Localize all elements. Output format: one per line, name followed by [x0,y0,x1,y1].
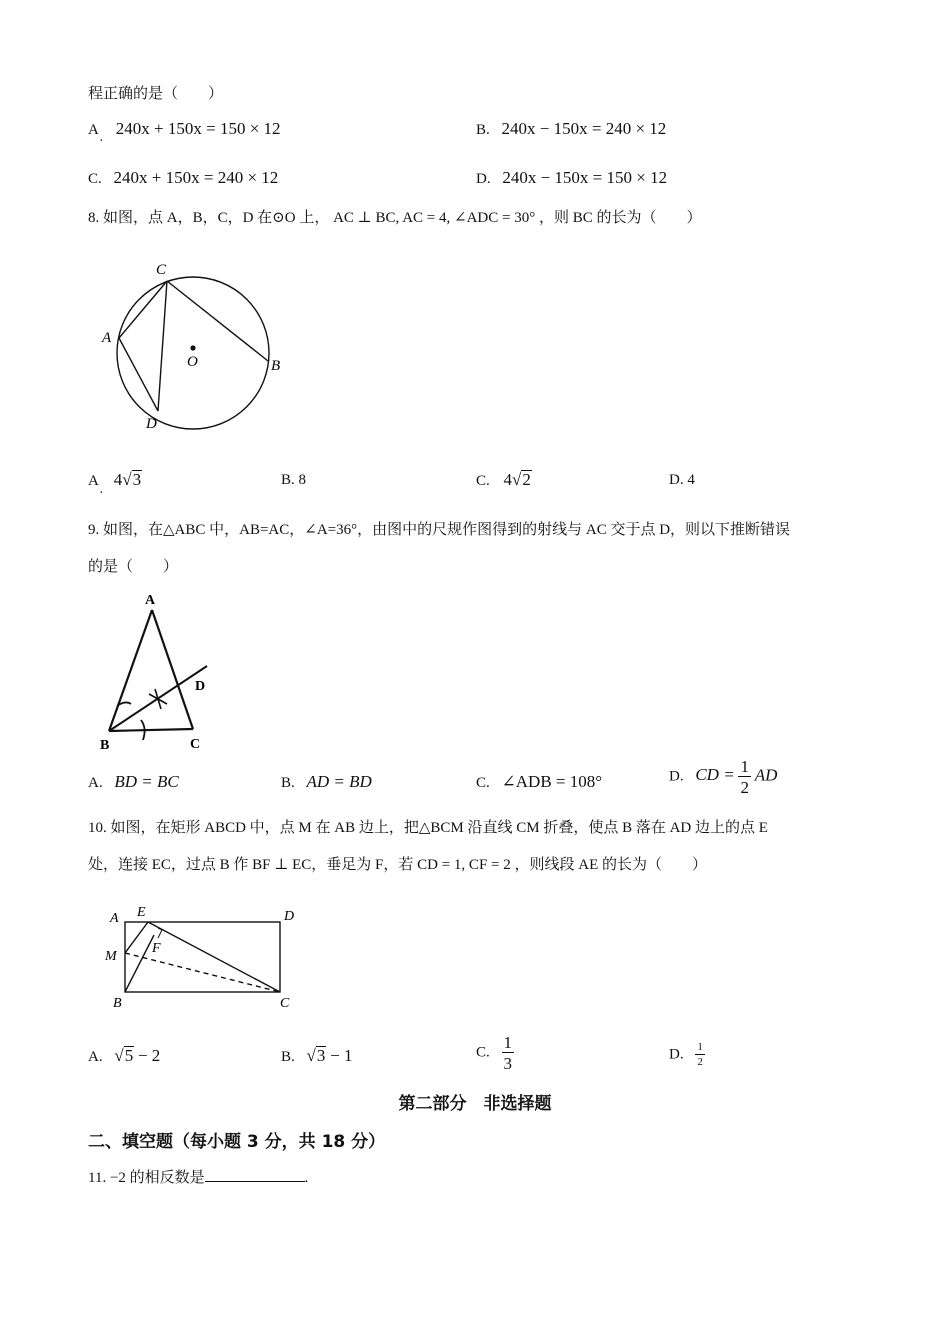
option-expr: BD = BC [114,772,179,791]
q8-option-a [88,470,142,490]
segment-bf [125,935,154,992]
label-d: D [146,416,157,432]
rectangle-abcd [125,922,280,992]
q10-rectangle-figure [100,903,305,1011]
q8-option-b [281,472,306,489]
segment-ad [119,338,158,411]
side-ac [152,610,193,729]
option-letter: D. [476,171,491,187]
label-c: C [280,996,290,1011]
q7-option-c [88,168,278,188]
sqrt-sign: √ [512,470,522,489]
option-coef: 4 [113,470,123,489]
fraction-denominator: 2 [740,778,749,797]
label-a: A [110,911,119,926]
q9-option-b [281,772,372,792]
section-fill-blank-heading: 二、填空题（每小题 3 分，共 18 分） [88,1132,386,1152]
q8-stem: 8. 如图，点 A，B，C，D 在⊙O 上， AC ⊥ BC, AC = 4, ∠ADC = 30° ，则 BC 的长为（ ） [88,210,702,226]
label-e: E [137,905,146,920]
fraction [738,758,751,796]
option-letter: C. [476,473,490,489]
fraction [502,1034,515,1072]
fraction-numerator: 1 [740,757,749,776]
option-rest: − 2 [137,1046,161,1065]
option-letter: D. [669,472,684,488]
option-letter: B. [476,122,490,138]
label-b: B [271,358,281,374]
q11-text: 11. −2 的相反数是 [88,1170,205,1186]
q9-triangle-figure [95,588,220,753]
sqrt-sign: √ [114,1046,124,1065]
option-radicand: 3 [132,470,142,489]
label-b: B [113,996,122,1011]
segment-ec [148,922,280,992]
option-value: 8 [298,472,307,488]
option-lhs: CD = [695,765,735,785]
segment-cd [158,281,167,411]
option-letter: A. [88,775,103,791]
answer-blank[interactable] [205,1167,305,1182]
label-o: O [187,354,198,370]
q7-stem-tail: 程正确的是（ ） [88,86,224,102]
label-b: B [100,738,110,753]
q11-stem [88,1166,308,1187]
option-letter: A [88,122,99,138]
option-expr: ∠ADB = 108° [501,772,603,791]
q10-option-c [476,1034,514,1072]
q8-option-d [669,472,695,489]
option-expr: 240x − 150x = 240 × 12 [501,119,667,138]
q10-stem-line1: 10. 如图，在矩形 ABCD 中，点 M 在 AB 边上，把△BCM 沿直线 CM 折叠，使点 B 落在 AD 边上的点 E [88,820,768,836]
option-rhs: AD [754,765,778,785]
q10-stem-line2: 处，连接 EC，过点 B 作 BF ⊥ EC，垂足为 F，若 CD = 1, CF = 2 ，则线段 AE 的长为（ ） [88,857,707,873]
option-letter: C. [88,171,102,187]
option-radicand: 5 [124,1046,134,1065]
q9-option-a [88,772,179,792]
option-letter: B. [281,472,295,488]
side-ab [109,610,152,731]
fraction [695,1042,705,1068]
sqrt-sign: √ [122,470,132,489]
sqrt-sign: √ [306,1046,316,1065]
option-letter: B. [281,775,295,791]
fraction-numerator: 1 [503,1033,513,1052]
label-d: D [284,909,295,924]
part-two-title: 第二部分 非选择题 [398,1094,552,1114]
q8-option-c [476,470,532,490]
mark-dot: · [99,134,104,149]
q7-option-b [476,119,666,139]
option-expr: 240x + 150x = 150 × 12 [115,119,281,138]
option-expr: 240x + 150x = 240 × 12 [113,168,279,187]
option-coef: 4 [503,470,513,489]
label-c: C [190,737,201,752]
label-m: M [105,949,117,964]
q9-option-c [476,772,602,792]
option-letter: D. [669,768,684,785]
option-letter: C. [476,775,490,791]
option-rest: − 1 [330,1046,353,1065]
right-angle-mark [158,928,162,938]
q9-stem-line1: 9. 如图，在△ABC 中，AB=AC，∠A=36°，由图中的尺规作图得到的射线与 AC 交于点 D，则以下推断错误 [88,522,791,538]
fraction-denominator: 2 [697,1056,703,1068]
label-d: D [195,679,206,694]
mark-dot: · [99,486,104,501]
fraction-numerator: 1 [697,1041,703,1053]
fraction-denominator: 3 [503,1054,513,1073]
label-a: A [145,593,156,608]
q7-option-a [88,119,281,139]
label-c: C [156,262,167,278]
option-letter: A. [88,1049,103,1065]
option-value: 4 [687,472,695,488]
q11-period: . [304,1170,309,1186]
circle-o [117,277,269,429]
q9-stem-line2: 的是（ ） [88,559,179,575]
segment-cb [167,281,268,361]
segment-mc-dashed [125,953,280,992]
option-letter: D. [669,1046,684,1063]
side-bc [109,729,193,731]
q10-option-d [669,1042,705,1068]
option-letter: B. [281,1049,295,1065]
segment-em [125,922,148,953]
label-f: F [152,941,161,956]
option-letter: A [88,473,99,489]
option-expr: AD = BD [306,772,372,791]
q10-option-b [281,1046,352,1066]
label-a: A [102,330,112,346]
q8-circle-figure [98,258,298,438]
q9-option-d [669,758,777,796]
segment-ca [119,281,167,338]
center-point-o [190,345,195,350]
q7-option-d [476,168,667,188]
option-radicand: 2 [522,470,531,489]
option-radicand: 3 [316,1046,326,1065]
option-letter: C. [476,1044,490,1061]
option-expr: 240x − 150x = 150 × 12 [502,168,668,187]
q10-option-a [88,1046,160,1066]
